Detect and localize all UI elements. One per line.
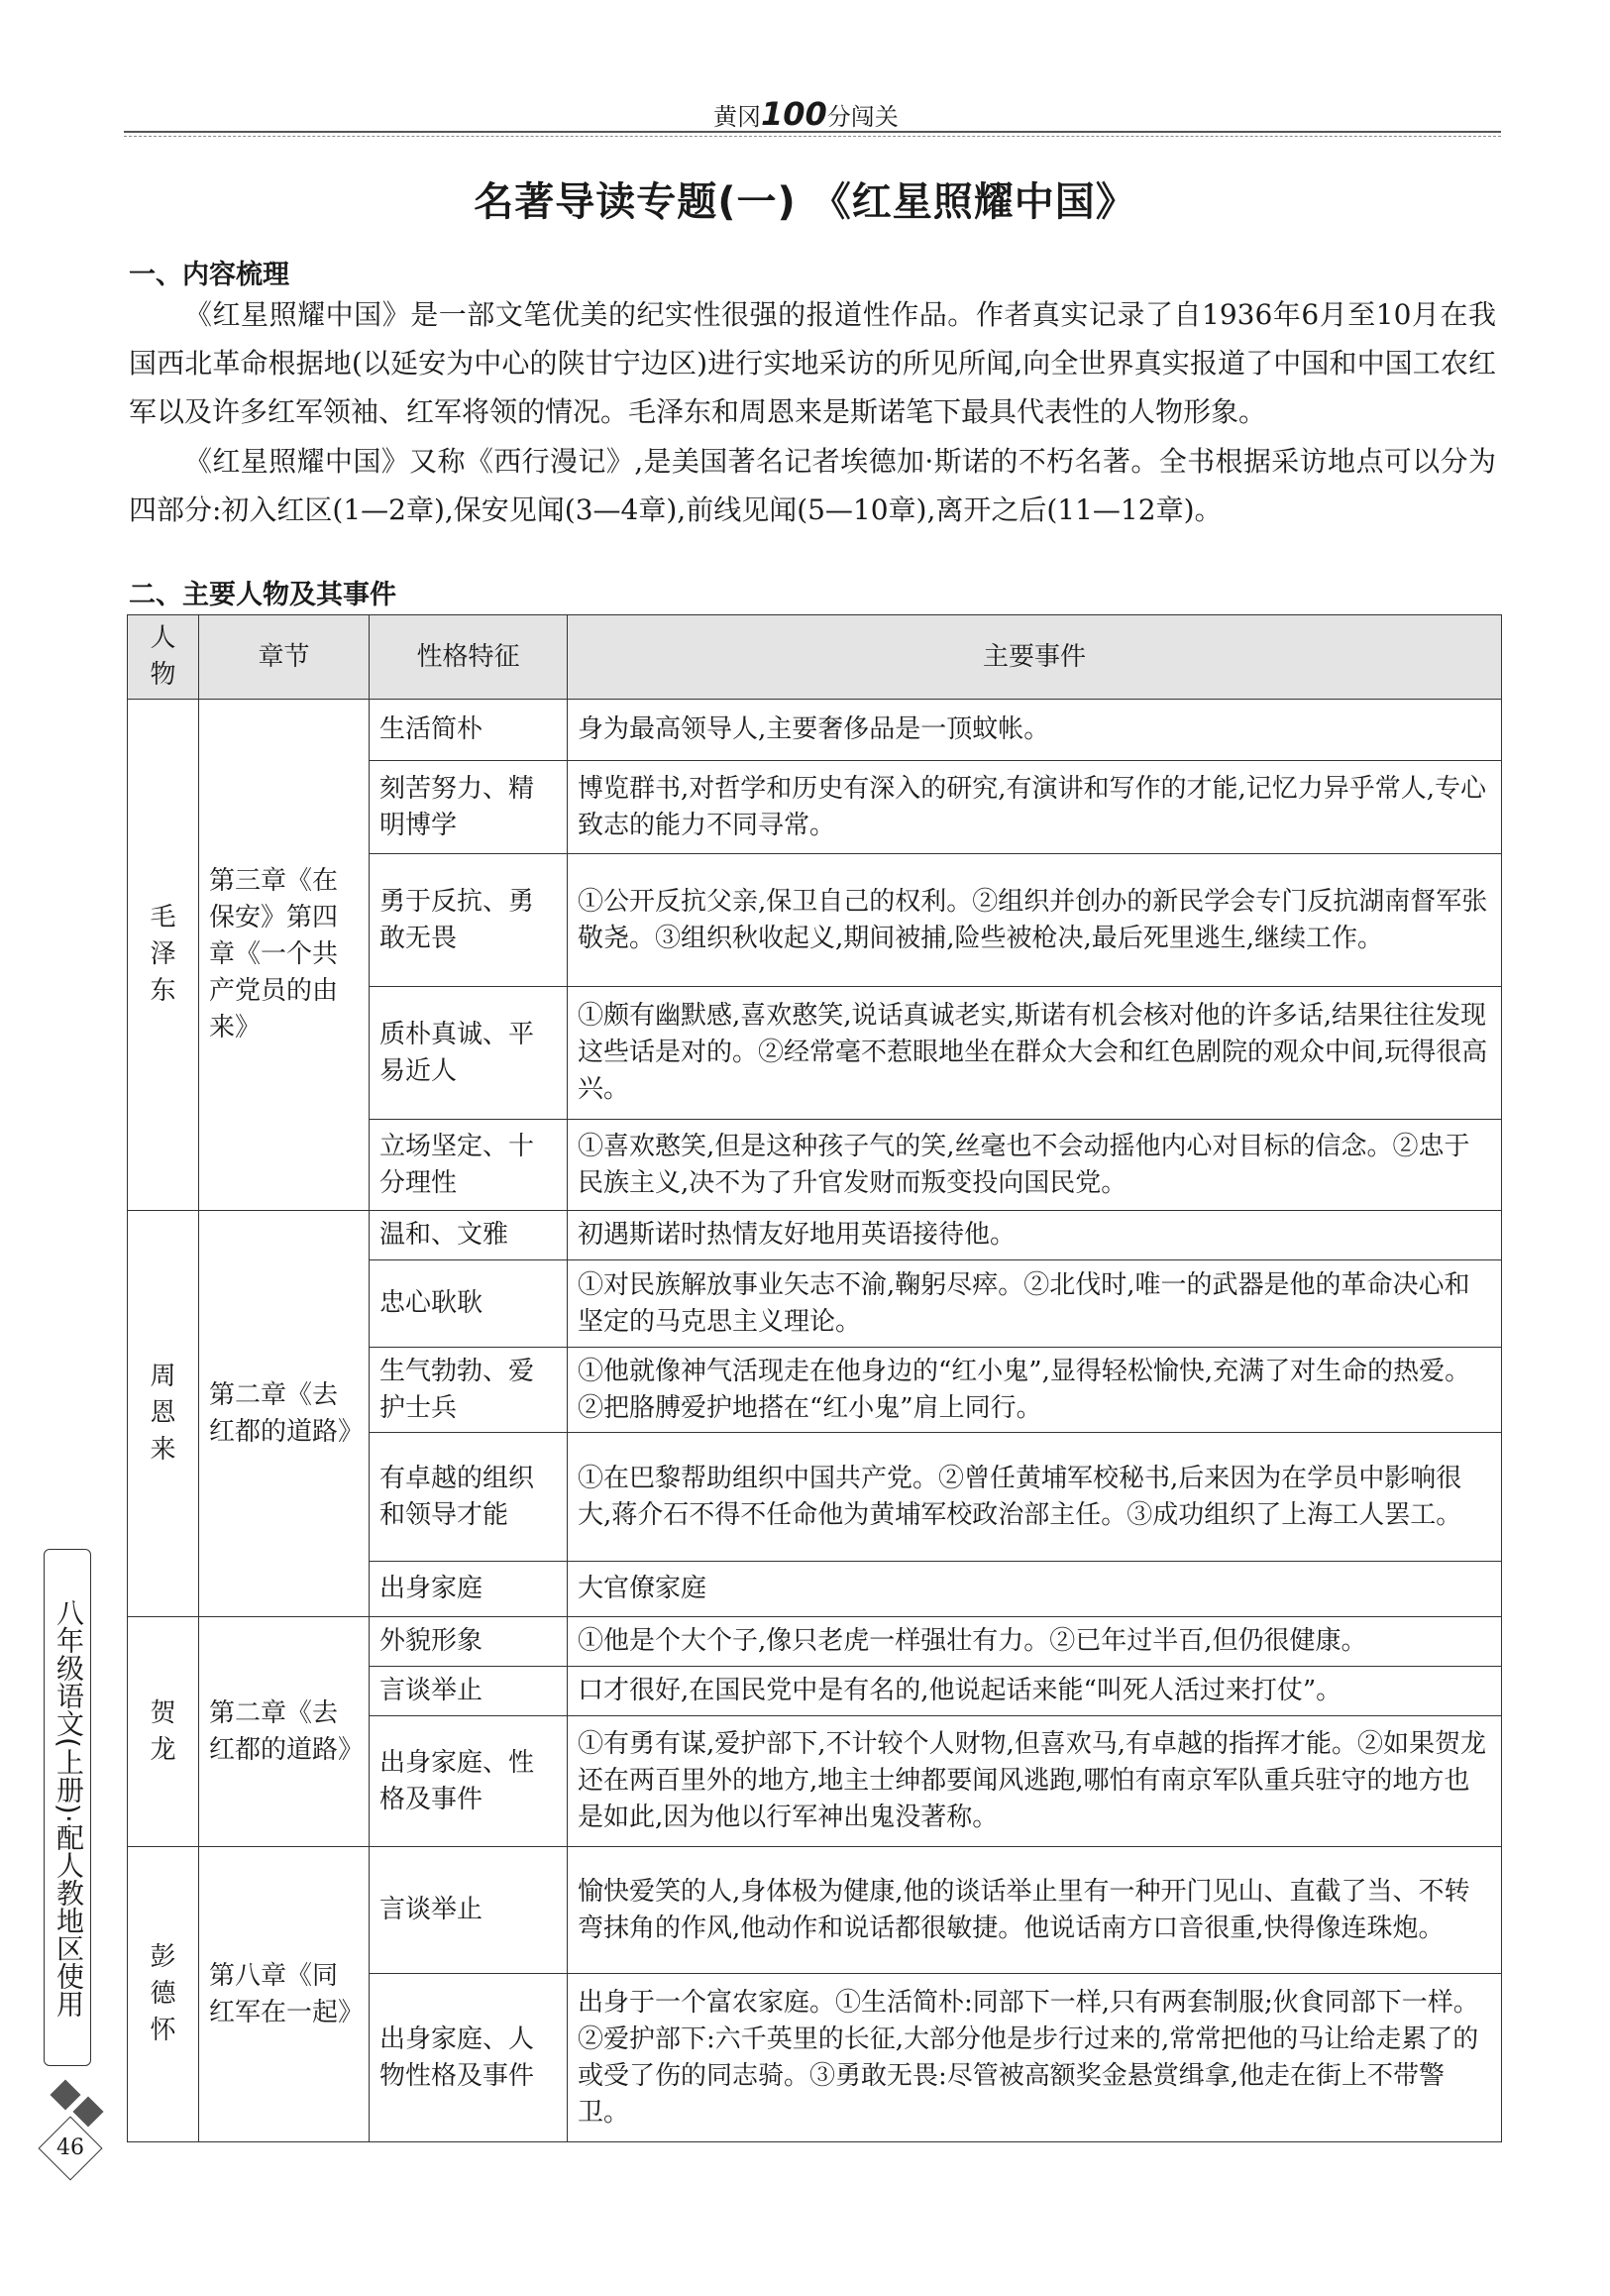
- brand-logo: 黄冈100分闯关: [713, 95, 899, 133]
- events-cell: 出身于一个富农家庭。①生活简朴:同部下一样,只有两套制服;伙食同部下一样。②爱护部下:六千英里的长征,大部分他是步行过来的,常常把他的马让给走累了的或受了伤的同志骑。③勇敢无畏:尽管被高额奖金悬赏缉拿,他走在街上不带警卫。: [568, 1974, 1502, 2142]
- trait-cell: 立场坚定、十分理性: [370, 1120, 568, 1211]
- trait-cell: 忠心耿耿: [370, 1260, 568, 1348]
- person-cell: 周恩来: [128, 1211, 199, 1617]
- trait-cell: 出身家庭: [370, 1562, 568, 1617]
- trait-cell: 质朴真诚、平易近人: [370, 987, 568, 1120]
- events-cell: ①在巴黎帮助组织中国共产党。②曾任黄埔军校秘书,后来因为在学员中影响很大,蒋介石不得不任命他为黄埔军校政治部主任。③成功组织了上海工人罢工。: [568, 1433, 1502, 1562]
- events-cell: 博览群书,对哲学和历史有深入的研究,有演讲和写作的才能,记忆力异乎常人,专心致志的能力不同寻常。: [568, 761, 1502, 854]
- events-cell: ①他是个大个子,像只老虎一样强壮有力。②已年过半百,但仍很健康。: [568, 1617, 1502, 1667]
- trait-cell: 有卓越的组织和领导才能: [370, 1433, 568, 1562]
- events-cell: 大官僚家庭: [568, 1562, 1502, 1617]
- person-cell: 贺龙: [128, 1617, 199, 1847]
- chapter-cell: 第三章《在保安》第四章《一个共产党员的由来》: [199, 700, 370, 1211]
- header-rule-dashed: [124, 136, 1501, 137]
- paragraph-background: 《红星照耀中国》又称《西行漫记》,是美国著名记者埃德加·斯诺的不朽名著。全书根据采访地点可以分为四部分:初入红区(1—2章),保安见闻(3—4章),前线见闻(5—10章),离开之后(11—12章)。: [129, 445, 1496, 526]
- trait-cell: 生活简朴: [370, 700, 568, 761]
- header-trait: 性格特征: [370, 615, 568, 700]
- page-title: 名著导读专题(一) 《红星照耀中国》: [474, 179, 1136, 225]
- characters-table: [127, 614, 1502, 2142]
- diamond-decoration-icon: [50, 2079, 80, 2110]
- chapter-cell: 第二章《去红都的道路》: [199, 1617, 370, 1847]
- events-cell: ①他就像神气活现走在他身边的“红小鬼”,显得轻松愉快,充满了对生命的热爱。②把胳膊爱护地搭在“红小鬼”肩上同行。: [568, 1348, 1502, 1433]
- table-row: [128, 1211, 1502, 1260]
- trait-cell: 外貌形象: [370, 1617, 568, 1667]
- events-cell: ①喜欢憨笑,但是这种孩子气的笑,丝毫也不会动摇他内心对目标的信念。②忠于民族主义,决不为了升官发财而叛变投向国民党。: [568, 1120, 1502, 1211]
- chapter-cell: 第八章《同红军在一起》: [199, 1847, 370, 2142]
- events-cell: ①公开反抗父亲,保卫自己的权利。②组织并创办的新民学会专门反抗湖南督军张敬尧。③组织秋收起义,期间被捕,险些被枪决,最后死里逃生,继续工作。: [568, 854, 1502, 987]
- trait-cell: 言谈举止: [370, 1667, 568, 1716]
- events-cell: ①有勇有谋,爱护部下,不计较个人财物,但喜欢马,有卓越的指挥才能。②如果贺龙还在两百里外的地方,地主士绅都要闻风逃跑,哪怕有南京军队重兵驻守的地方也是如此,因为他以行军神出鬼没著称。: [568, 1716, 1502, 1847]
- page-number: 46: [56, 2135, 84, 2160]
- events-cell: ①对民族解放事业矢志不渝,鞠躬尽瘁。②北伐时,唯一的武器是他的革命决心和坚定的马克思主义理论。: [568, 1260, 1502, 1348]
- events-cell: 口才很好,在国民党中是有名的,他说起话来能“叫死人活过来打仗”。: [568, 1667, 1502, 1716]
- events-cell: 愉快爱笑的人,身体极为健康,他的谈话举止里有一种开门见山、直截了当、不转弯抹角的作风,他动作和说话都很敏捷。他说话南方口音很重,快得像连珠炮。: [568, 1847, 1502, 1974]
- header-person: 人物: [128, 615, 199, 700]
- section-heading-characters: 二、主要人物及其事件: [129, 580, 396, 610]
- section-heading-content: 一、内容梳理: [129, 260, 289, 290]
- table-row: [128, 700, 1502, 761]
- trait-cell: 生气勃勃、爱护士兵: [370, 1348, 568, 1433]
- trait-cell: 刻苦努力、精明博学: [370, 761, 568, 854]
- trait-cell: 言谈举止: [370, 1847, 568, 1974]
- paragraph-intro: 《红星照耀中国》是一部文笔优美的纪实性很强的报道性作品。作者真实记录了自1936年6月至10月在我国西北革命根据地(以延安为中心的陕甘宁边区)进行实地采访的所见所闻,向全世界真实报道了中国和中国工农红军以及许多红军领袖、红军将领的情况。毛泽东和周恩来是斯诺笔下最具代表性的人物形象。: [129, 298, 1496, 428]
- trait-cell: 出身家庭、性格及事件: [370, 1716, 568, 1847]
- page-header: [124, 89, 1501, 139]
- events-cell: 身为最高领导人,主要奢侈品是一顶蚊帐。: [568, 700, 1502, 761]
- header-events: 主要事件: [568, 615, 1502, 700]
- page-number-badge: [38, 2116, 102, 2180]
- events-cell: 初遇斯诺时热情友好地用英语接待他。: [568, 1211, 1502, 1260]
- book-info-sidebar: 八年级语文(上册)·配人教地区使用: [44, 1549, 91, 2066]
- header-rule: [124, 131, 1501, 133]
- table-row: [128, 1617, 1502, 1667]
- person-cell: 彭德怀: [128, 1847, 199, 2142]
- person-cell: 毛泽东: [128, 700, 199, 1211]
- trait-cell: 出身家庭、人物性格及事件: [370, 1974, 568, 2142]
- header-chapter: 章节: [199, 615, 370, 700]
- trait-cell: 温和、文雅: [370, 1211, 568, 1260]
- table-row: [128, 1847, 1502, 1974]
- chapter-cell: 第二章《去红都的道路》: [199, 1211, 370, 1617]
- trait-cell: 勇于反抗、勇敢无畏: [370, 854, 568, 987]
- table-header-row: [128, 615, 1502, 700]
- events-cell: ①颇有幽默感,喜欢憨笑,说话真诚老实,斯诺有机会核对他的许多话,结果往往发现这些话是对的。②经常毫不惹眼地坐在群众大会和红色剧院的观众中间,玩得很高兴。: [568, 987, 1502, 1120]
